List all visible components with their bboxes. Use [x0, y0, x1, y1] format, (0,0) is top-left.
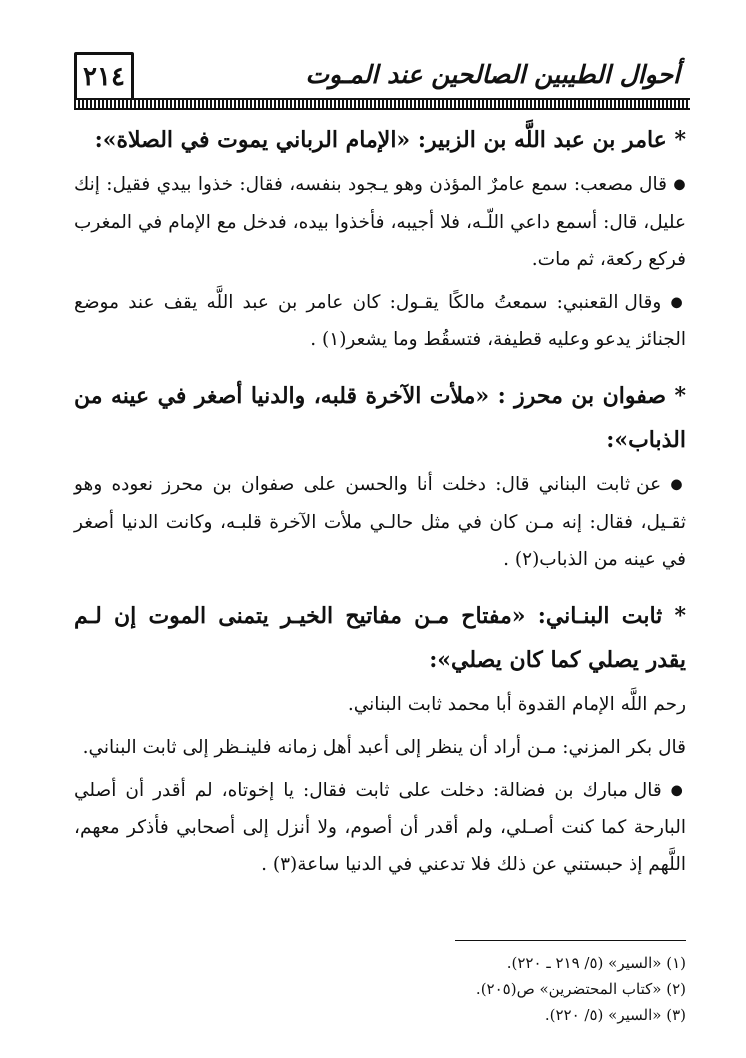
star-marker: *	[674, 602, 686, 629]
paragraph	[74, 166, 686, 278]
paragraph	[74, 686, 686, 723]
section-heading-text: عامر بن عبد اللَّه بن الزبير: «الإمام الرباني يموت في الصلاة»:	[94, 127, 667, 153]
paragraph-text: قال بكر المزني: مـن أراد أن ينظر إلى أعبد أهل زمانه فلينـظر إلى ثابت البناني.	[82, 736, 686, 758]
page-number: ٢١٤	[74, 52, 134, 102]
paragraph-text: رحم اللَّه الإمام القدوة أبا محمد ثابت البناني.	[347, 693, 686, 715]
running-title: أحوال الطيبين الصالحين عند المـوت	[305, 60, 680, 89]
footnote-item: (٣) «السير» (٥/ ٢٢٠).	[544, 1006, 686, 1024]
header-rule	[74, 98, 690, 110]
paragraph-text: قال مصعب: سمع عامرٌ المؤذن وهو يـجود بنفسه، فقال: خذوا بيدي فقيل: إنك عليل، قال: أسمع داعي اللّـه، فلا أجيبه، فأخذوا بيده، فدخل مع الإمام في المغرب فركع ركعة، ثم مات.	[74, 174, 686, 270]
section-heading-text: ثابت البنـاني: «مفتاح مـن مفاتيح الخيـر يتمنى الموت إن لـم يقدر يصلي كما كان يصلي»:	[74, 602, 686, 673]
footnote-rule	[455, 940, 686, 941]
bullet-icon: ●	[670, 782, 686, 798]
section-heading	[74, 374, 686, 462]
bullet-icon: ●	[673, 176, 686, 193]
paragraph	[74, 284, 686, 359]
footnotes	[300, 950, 686, 1028]
paragraph-text: عن ثابت البناني قال: دخلت أنا والحسن على صفوان بن محرز نعوده وهو ثقـيل، فقال: إنه مـن كان في مثل حالـي ملأت الآخرة قلبـه، وكانت الدنيا أصغر في عينه من الذباب(٢) .	[74, 474, 686, 570]
footnote-item: (٢) «كتاب المحتضرين» ص(٢٠٥).	[475, 980, 686, 998]
star-marker: *	[674, 383, 686, 409]
star-marker: *	[674, 127, 686, 153]
paragraph	[74, 466, 686, 578]
page-body	[74, 118, 686, 889]
paragraph	[74, 729, 686, 766]
paragraph-text: وقال القعنبي: سمعتُ مالكًا يقـول: كان عامر بن عبد اللَّه يقف عند موضع الجنائز يدعو وعليه قطيفة، فتسقُط وما يشعر(١) .	[74, 291, 686, 350]
bullet-icon: ●	[670, 294, 686, 310]
paragraph-text: قال مبارك بن فضالة: دخلت على ثابت فقال: يا إخوتاه، لم أقدر أن أصلي البارحة كما كنت أصـلي، ولم أقدر أن أصوم، ولا أنزل إلى أصحابي فأذكر معهم، اللَّهم إذ حبستني عن ذلك فلا تدعني في الدنيا ساعة(٣) .	[74, 779, 686, 875]
paragraph	[74, 772, 686, 884]
bullet-icon: ●	[670, 476, 686, 493]
page-header	[60, 52, 690, 108]
footnote-item: (١) «السير» (٥/ ٢١٩ ـ ٢٢٠).	[506, 954, 686, 972]
section-heading	[74, 118, 686, 162]
section-heading-text: صفوان بن محرز : «ملأت الآخرة قلبه، والدنيا أصغر في عينه من الذباب»:	[74, 383, 686, 453]
section-heading	[74, 594, 686, 682]
